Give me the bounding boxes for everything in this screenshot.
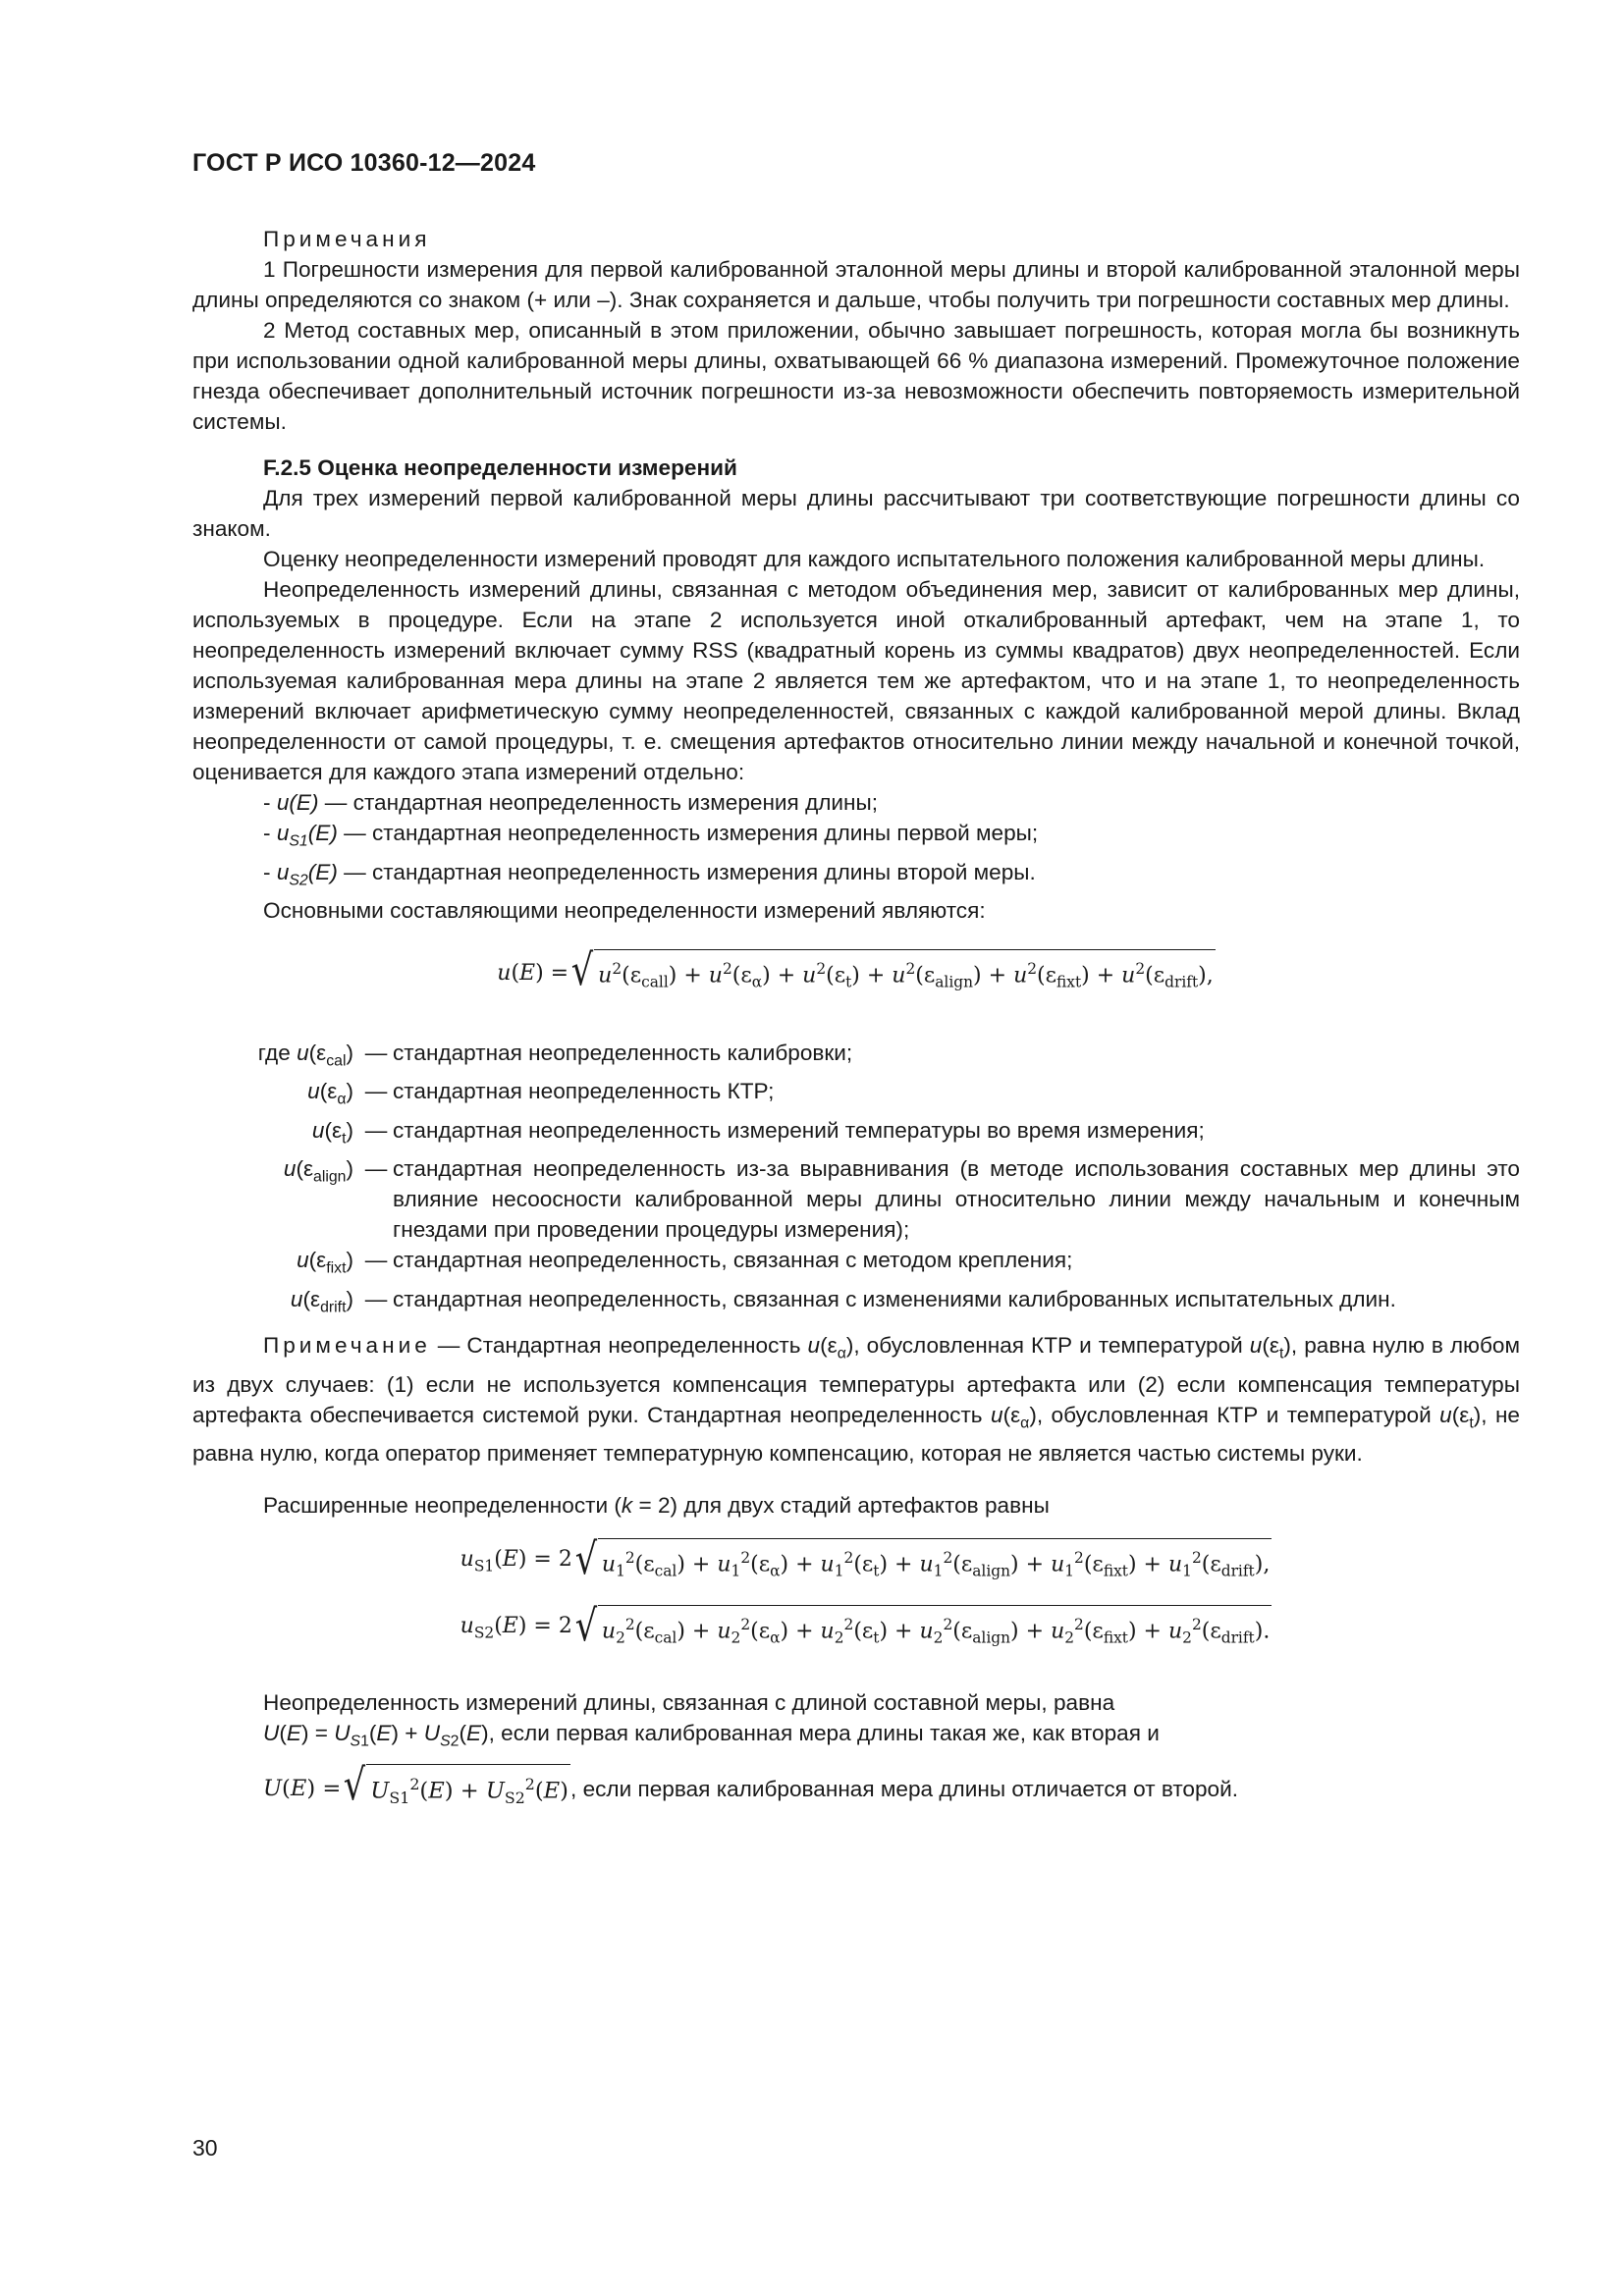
note-2: 2 Метод составных мер, описанный в этом приложении, обычно завышает погрешность, которая могла бы возникнуть при использовании одной калиброванной меры длины, охватывающей 66 % диапазона измерений. Промежуточное положение гнезда обеспечивает дополнительный источник погрешности из-за невозможности обеспечить повторяемость измерительной системы. [192,318,1520,434]
paragraph-3: Неопределенность измерений длины, связанная с методом объединения мер, зависит от калиброванных мер длины, используемых в процедуре. Если на этапе 2 используется иной откалиброванный артефакт, чем на этапе 1, то неопределенность измерений включает сумму RSS (квадратный корень из суммы квадратов) двух неопределенностей. Если используемая калиброванная мера длины на этапе 2 является тем же артефактом, что и на этапе 1, то неопределенность измерений включает арифметическую сумму неопределенностей, связанных с каждой калиброванной мерой длины. Вклад неопределенности от самой процедуры, т. е. смещения артефактов относительно линии между начальной и конечной точкой, оценивается для каждого этапа измерений отдельно: [192,577,1520,784]
where-symbol-fixt: $u(\varepsilon_{fixt})$ [297,1248,353,1277]
expanded-text: Расширенные неопределенности (k = 2) для двух стадий артефактов равны [263,1493,1050,1519]
document-header: ГОСТ Р ИСО 10360-12—2024 [192,149,536,177]
where-symbol-drift: $u(\varepsilon_{drift})$ [290,1286,353,1316]
final-text-1: Неопределенность измерений длины, связанная с длиной составной меры, равна [263,1689,1115,1715]
where-symbol-cal: где $u(\varepsilon_{cal})$ [257,1040,353,1070]
bullet-3: - $u_{S2}(E)$ — стандартная неопределенность измерения длины второй меры. [263,859,1036,889]
paragraph-2: Оценку неопределенности измерений проводят для каждого испытательного положения калиброванной меры длины. [263,547,1486,571]
main-components-text: Основными составляющими неопределенности измерений являются: [263,898,986,924]
page-number: 30 [192,2135,218,2161]
where-symbol-t: $u(\varepsilon_t)$ [311,1117,353,1148]
section-title: F.2.5 Оценка неопределенности измерений [263,455,737,480]
where-symbol-alpha: $u(\varepsilon_\alpha)$ [307,1079,353,1108]
bullet-2: - $u_{S1}(E)$ — стандартная неопределенность измерения длины первой меры; [263,821,1039,850]
formula-u-e: u(E) = √ $u^2(\varepsilon_{call}) + u^2(\varepsilon_\alpha) + u^2(\varepsilon_t) + u^2(\varepsilon_{align}) + u^2(\varepsilon_{fixt}) + u^2(\varepsilon_{drift})$, [192,949,1520,998]
where-list: где $u(\varepsilon_{cal})$ — стандартная неопределенность калибровки; $u(\varepsilon_\alpha)$ — стандартная неопределенность КТР; $u(\varepsilon_t)$ — стандартная неопределенность измерений температуры во время измерения; $u(\varepsilon_{align})$ — стандартная неопределенность из-за выравнивания (в методе использования составных мер длины это влияние несоосности калиброванной меры длины относительно линии между начальным и конечным гнездами при проведении процедуры измерения); $u(\varepsilon_{fixt})$ — стандартная неопределенность, связанная с методом крепления; $u(\varepsilon_{drift})$ — стандартная неопределенность, связанная с изменениями калиброванных испытательных длин. [192,1038,1520,1323]
formula-us1: $u_{S1}(E) = 2$ √ $u_1^2(\varepsilon_{cal}) + u_1^2(\varepsilon_\alpha) + u_1^2(\varepsilon_t) + u_1^2(\varepsilon_{align}) + u_1^2(\varepsilon_{fixt}) + u_1^2(\varepsilon_{drift})$, [192,1538,1520,1587]
where-symbol-align: $u(\varepsilon_{align})$ [283,1156,353,1186]
note-2-paragraph: Примечание — Стандартная неопределенность $u(\varepsilon_\alpha)$, обусловленная КТР и температурой $u(\varepsilon_t)$, равна нулю в любом из двух случаев: (1) если не используется компенсация температуры артефакта или (2) если компенсация температуры артефакта обеспечивается системой руки. Стандартная неопределенность $u(\varepsilon_\alpha)$, обусловленная КТР и температурой $u(\varepsilon_t)$, не равна нулю, когда оператор применяет температурную компенсацию, которая не является частью системы руки. [192,1333,1521,1467]
final-formula-row: U(E) = √ $U_{S1}^2(E) + U_{S2}^2(E)$ , если первая калиброванная мера длины отличается от второй. [192,1764,1520,1813]
page-body [192,224,1520,1813]
paragraph-1: Для трех измерений первой калиброванной меры длины рассчитывают три соответствующие погрешности длины со знаком. [192,486,1520,541]
note-1: 1 Погрешности измерения для первой калиброванной эталонной меры длины и второй калиброванной эталонной меры длины определяются со знаком (+ или –). Знак сохраняется и дальше, чтобы получить три погрешности составных мер длины. [192,257,1520,312]
bullet-1: - u(E) — стандартная неопределенность измерения длины; [263,790,879,815]
notes-title: Примечания [263,227,431,251]
final-text-2: $U(E) = U_{S1}(E) + U_{S2}(E)$, если первая калиброванная мера длины такая же, как вторая и [263,1720,1160,1750]
formula-us2: $u_{S2}(E) = 2$ √ $u_2^2(\varepsilon_{cal}) + u_2^2(\varepsilon_\alpha) + u_2^2(\varepsilon_t) + u_2^2(\varepsilon_{align}) + u_2^2(\varepsilon_{fixt}) + u_2^2(\varepsilon_{drift})$. [192,1605,1520,1654]
